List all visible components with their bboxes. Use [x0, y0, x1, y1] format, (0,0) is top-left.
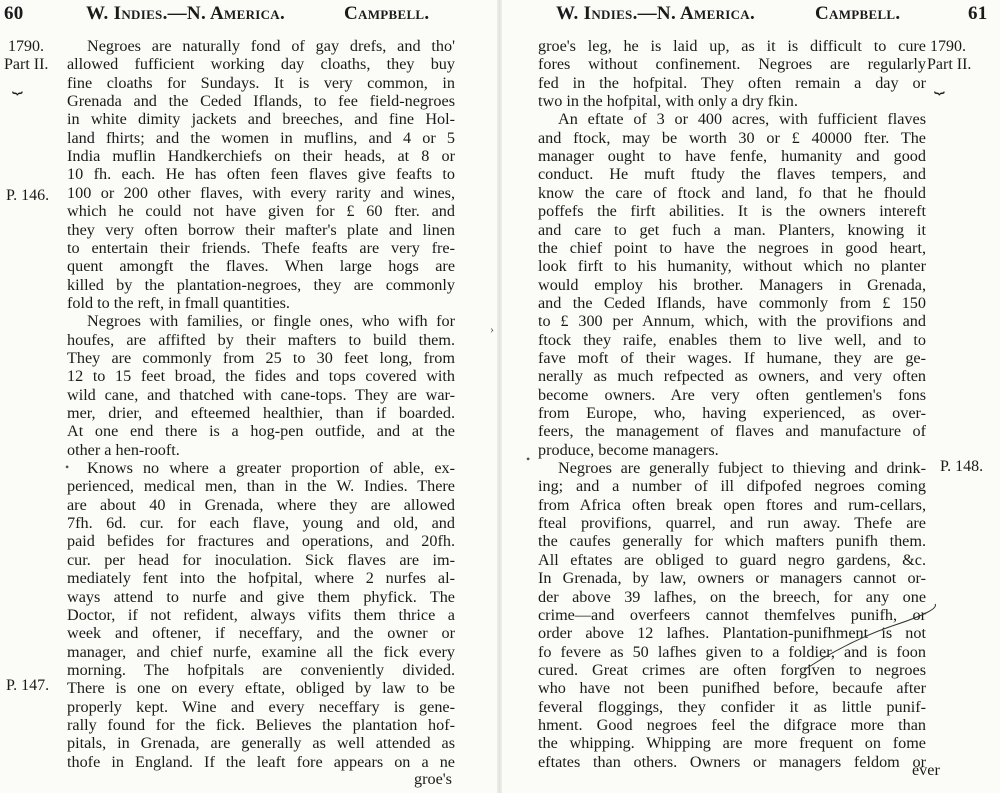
- left-text-line: in white dimity jackets and breeches, and fine Hol-: [67, 111, 455, 129]
- left-text-line: India muflin Handkerchiefs on their heads, at 8 or: [67, 148, 455, 166]
- right-margin-brace: ⏟: [934, 74, 945, 94]
- right-text-line: two in the hofpital, with only a dry fkin.: [538, 92, 798, 111]
- right-text-line: feers, the management of flaves and manufacture of: [538, 423, 926, 441]
- left-text-line: rally found for the fick. Believes the plantation hof-: [67, 716, 455, 734]
- left-margin-year: 1790.: [8, 38, 44, 55]
- left-text-line: There is one on every eftate, obliged by law to be: [67, 680, 455, 698]
- left-text-line: properly kept. Wine and every neceffary is gene-: [67, 698, 455, 716]
- left-margin-ref-147: P. 147.: [6, 677, 50, 694]
- left-text-line: paid befides for fractures and operations, and 20fh.: [67, 533, 455, 551]
- right-text-line: from Europe, who, having experienced, as over-: [538, 405, 926, 422]
- right-text-line: who have not been punifhed before, becaufe after: [538, 680, 926, 698]
- right-text-line: the chief point to have the negroes in good heart,: [538, 239, 926, 257]
- right-text-line: know the care of ftock and land, fo that he fhould: [538, 184, 926, 202]
- right-text-line: crime—and overfeers cannot themfelves punifh, or: [538, 606, 926, 624]
- right-text-line: look firft to his humanity, without which no planter: [538, 258, 926, 276]
- left-text-line: which he could not have given for £ 60 fter. and: [67, 203, 455, 221]
- right-text-line: In Grenada, by law, owners or managers cannot or-: [538, 570, 926, 588]
- left-text-line: manager, and chief nurfe, examine all the fick every: [67, 643, 455, 661]
- left-text-line: other a hen-rooft.: [67, 440, 180, 459]
- left-running-author: Campbell.: [344, 3, 430, 24]
- right-text-line: Negroes are generally fubject to thieving and drink-: [558, 460, 926, 478]
- left-text-line: are about 40 in Grenada, where they are allowed: [67, 496, 455, 514]
- left-text-line: They are commonly from 25 to 30 feet long, from: [67, 349, 455, 367]
- right-margin-mark-2: •: [526, 452, 531, 466]
- right-text-line: fave moft of their wages. If humane, they are ge-: [538, 349, 926, 367]
- right-text-line: der above 39 lafhes, on the breech, for any one: [538, 588, 926, 606]
- left-text-line: week and oftener, if neceffary, and the owner or: [67, 625, 455, 643]
- right-margin-ref-148: P. 148.: [940, 458, 984, 475]
- left-text-line: Knows no where a greater proportion of able, ex-: [87, 460, 455, 478]
- right-text-line: produce, become managers.: [538, 440, 719, 459]
- right-running-author: Campbell.: [815, 3, 901, 24]
- right-margin-year: 1790.: [930, 38, 966, 55]
- right-text-line: cured. Great crimes are often forgiven to negroes: [538, 661, 926, 679]
- right-text-line: poffefs the firft abilities. It is the owners intereft: [538, 203, 926, 221]
- right-text-line: the whipping. Whipping are more frequent on fome: [538, 735, 926, 753]
- left-text-line: 10 fh. each. He has often feen flaves give feafts to: [67, 166, 455, 184]
- left-page: [0, 0, 498, 793]
- right-text-line: fo fevere as 50 lafhes given to a foldier, and is foon: [538, 643, 926, 661]
- left-text-line: 12 to 15 feet broad, the fides and tops covered with: [67, 368, 455, 386]
- right-text-line: ftock they raife, enables them to live well, and to: [538, 331, 926, 349]
- right-running-title: W. Indies.—N. America.: [556, 3, 756, 24]
- right-page-number: 61: [968, 3, 988, 24]
- left-text-line: killed by the plantation-negroes, they are commonly: [67, 276, 455, 294]
- left-text-line: they very often borrow their mafter's plate and linen: [67, 221, 455, 239]
- left-text-line: Negroes with families, or fingle ones, who wifh for: [87, 313, 455, 331]
- handwritten-pen-stroke: [800, 600, 940, 680]
- right-text-line: manager ought to have fenfe, humanity and good: [538, 148, 926, 166]
- left-text-line: morning. The hofpitals are conveniently divided.: [67, 661, 455, 679]
- right-text-line: ing; and a number of ill difpofed negroes coming: [538, 478, 926, 496]
- right-text-line: nerally as much refpected as owners, and very often: [538, 368, 926, 386]
- left-text-line: Negroes are naturally fond of gay drefs, and tho': [87, 38, 455, 55]
- left-text-line: Grenada and the Ceded Iflands, to fee field-negroes: [67, 93, 455, 111]
- left-margin-part: Part II.: [4, 56, 49, 73]
- left-text-line: houfes, are affifted by their mafters to build them.: [67, 331, 455, 349]
- right-text-line: fteal provifions, quarrel, and run away. Thefe are: [538, 515, 926, 533]
- left-margin-brace: ⏟: [12, 74, 23, 94]
- right-text-line: from Africa often break open ftores and rum-cellars,: [538, 496, 926, 514]
- right-text-line: groe's leg, he is laid up, as it is difficult to cure: [538, 38, 926, 55]
- left-text-line: quent amongft the flaves. When large hogs are: [67, 258, 455, 276]
- left-text-line: 100 or 200 other flaves, with every rarity and wines,: [67, 184, 455, 202]
- right-text-line: and care to get fuch a man. Planters, knowing it: [538, 221, 926, 239]
- left-text-line: perienced, medical men, than in the W. Indies. There: [67, 478, 455, 496]
- left-text-line: cur. per head for inoculation. Sick flaves are im-: [67, 551, 455, 569]
- left-text-line: Doctor, if not refident, always vifits them thrice a: [67, 606, 455, 624]
- right-catchword: ever: [912, 761, 940, 779]
- left-text-line: 7fh. 6d. cur. for each flave, young and old, and: [67, 515, 455, 533]
- right-margin-mark-1: ›: [490, 322, 494, 336]
- right-text-line: and the Ceded Iflands, have commonly from £ 150: [538, 294, 926, 312]
- right-margin-part: Part II.: [927, 56, 972, 73]
- right-text-line: All eftates are obliged to guard negro gardens, &c.: [538, 551, 926, 569]
- left-running-title: W. Indies.—N. America.: [86, 3, 286, 24]
- left-text-line: fold to the reft, in fmall quantities.: [67, 293, 290, 312]
- right-text-line: hment. Good negroes feel the difgrace more than: [538, 716, 926, 734]
- left-text-line: to entertain their friends. Thefe feafts are very fre-: [67, 239, 455, 257]
- right-text-line: fed in the hofpital. They often remain a day or: [538, 74, 926, 92]
- right-text-line: to £ 300 per Annum, which, with the provifions and: [538, 313, 926, 331]
- left-text-line: pitals, in Grenada, are generally as well attended as: [67, 735, 455, 753]
- left-text-line: mer, drier, and efteemed healthier, than if boarded.: [67, 405, 455, 422]
- left-margin-mark: •: [65, 460, 70, 474]
- right-text-line: order above 12 lafhes. Plantation-punifhment is not: [538, 625, 926, 643]
- right-text-line: become owners. Are very often gentlemen's fons: [538, 386, 926, 404]
- right-text-line: would employ his brother. Managers in Grenada,: [538, 276, 926, 294]
- right-text-line: feveral floggings, they confider it as little punif-: [538, 698, 926, 716]
- right-text-line: fores without confinement. Negroes are regularly: [538, 56, 926, 74]
- right-text-line: the caufes generally for which mafters punifh them.: [538, 533, 926, 551]
- right-text-line: eftates than others. Owners or managers feldom or: [538, 753, 926, 771]
- right-text-line: An eftate of 3 or 400 acres, with fufficient flaves: [558, 111, 926, 129]
- left-catchword: groe's: [414, 770, 452, 788]
- left-text-line: ways attend to nurfe and give them phyfick. The: [67, 588, 455, 606]
- left-text-line: At one end there is a hog-pen outfide, and at the: [67, 423, 455, 441]
- left-text-line: wild cane, and thatched with cane-tops. They are war-: [67, 386, 455, 404]
- left-text-line: mediately fent into the hofpital, where 2 nurfes al-: [67, 570, 455, 588]
- left-text-line: thofe in England. If the leaft fore appears on a ne: [67, 753, 455, 771]
- left-page-number: 60: [4, 3, 24, 24]
- left-text-line: allowed fufficient working day cloaths, they buy: [67, 56, 455, 74]
- left-margin-ref-146: P. 146.: [6, 187, 50, 204]
- left-text-line: fine cloaths for Sundays. It is very common, in: [67, 74, 455, 92]
- right-text-line: conduct. He muft ftudy the flaves tempers, and: [538, 166, 926, 184]
- right-page: [490, 0, 1000, 793]
- right-text-line: and ftock, may be worth 30 or £ 40000 fter. The: [538, 129, 926, 147]
- left-text-line: land fhirts; and the women in muflins, and 4 or 5: [67, 129, 455, 147]
